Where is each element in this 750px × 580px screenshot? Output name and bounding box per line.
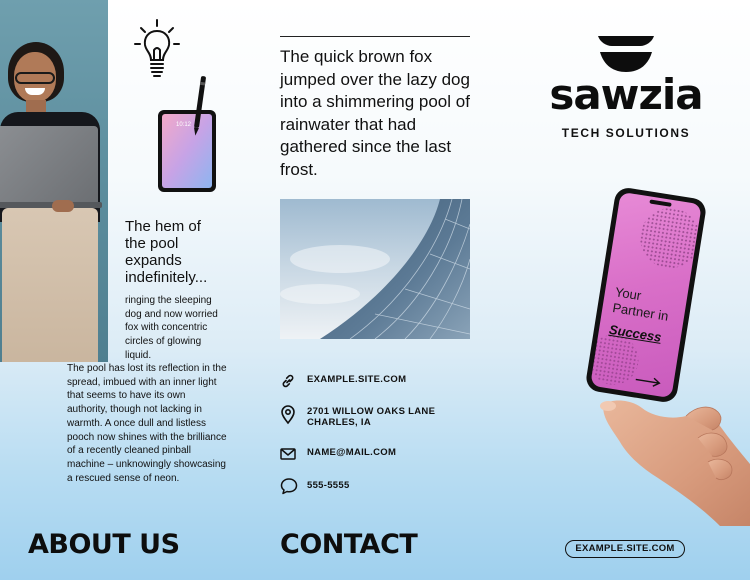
woman-with-laptop-photo — [0, 0, 108, 362]
phone-text-line2: Partner in — [611, 300, 670, 324]
hand-image — [580, 386, 750, 526]
building-photo — [280, 199, 470, 339]
website-pill[interactable]: EXAMPLE.SITE.COM — [565, 540, 685, 558]
arrow-right-icon — [635, 374, 662, 388]
brand-name: sawzia — [549, 70, 703, 119]
address-line2: CHARLES, IA — [307, 417, 371, 428]
address-line1: 2701 WILLOW OAKS LANE — [307, 406, 436, 417]
about-body-part2: The pool has lost its reflection in the spread, imbued with an inner light that seems to have its own authority, though not lacking in warmth. A once dull and listless pooch now shines with the brilliance of a recently cleaned pinball machine – unknowingly showcasing a rescued sense of neon. — [67, 363, 227, 484]
brand-subtitle: TECH SOLUTIONS — [561, 126, 691, 140]
about-heading: The hem of the pool expands indefinitely... — [125, 218, 208, 286]
chat-bubble-icon — [280, 477, 298, 495]
tablet-with-stylus-icon — [154, 76, 222, 196]
phone-screen — [590, 192, 702, 398]
tablet-time: 10:12 — [176, 122, 192, 128]
about-body-part1: ringing the sleeping dog and now worried fox with concentric circles of glowing liquid. — [125, 295, 218, 361]
phone-text: 555-5555 — [307, 480, 350, 491]
link-icon — [280, 372, 296, 390]
divider-line — [280, 36, 470, 37]
contact-email[interactable] — [280, 445, 480, 463]
phone-in-hand-illustration — [560, 186, 750, 526]
lightbulb-icon — [133, 18, 181, 82]
smartphone — [584, 186, 707, 404]
phone-text-line1: Your — [613, 284, 643, 304]
website-text: EXAMPLE.SITE.COM — [307, 374, 407, 385]
contact-phone[interactable] — [280, 477, 480, 495]
about-us-title: ABOUT US — [28, 529, 180, 560]
quote-text: The quick brown fox jumped over the lazy dog into a shimmering pool of rainwater that had gathered since the last frost. — [280, 47, 470, 179]
contact-address — [280, 405, 480, 428]
contact-website[interactable] — [280, 372, 480, 390]
email-text: NAME@MAIL.COM — [307, 447, 397, 458]
location-pin-icon — [280, 405, 296, 425]
contact-title: CONTACT — [280, 529, 418, 560]
sawzia-logo-icon — [596, 34, 656, 74]
phone-text-success: Success — [608, 321, 663, 345]
mail-icon — [280, 445, 296, 463]
